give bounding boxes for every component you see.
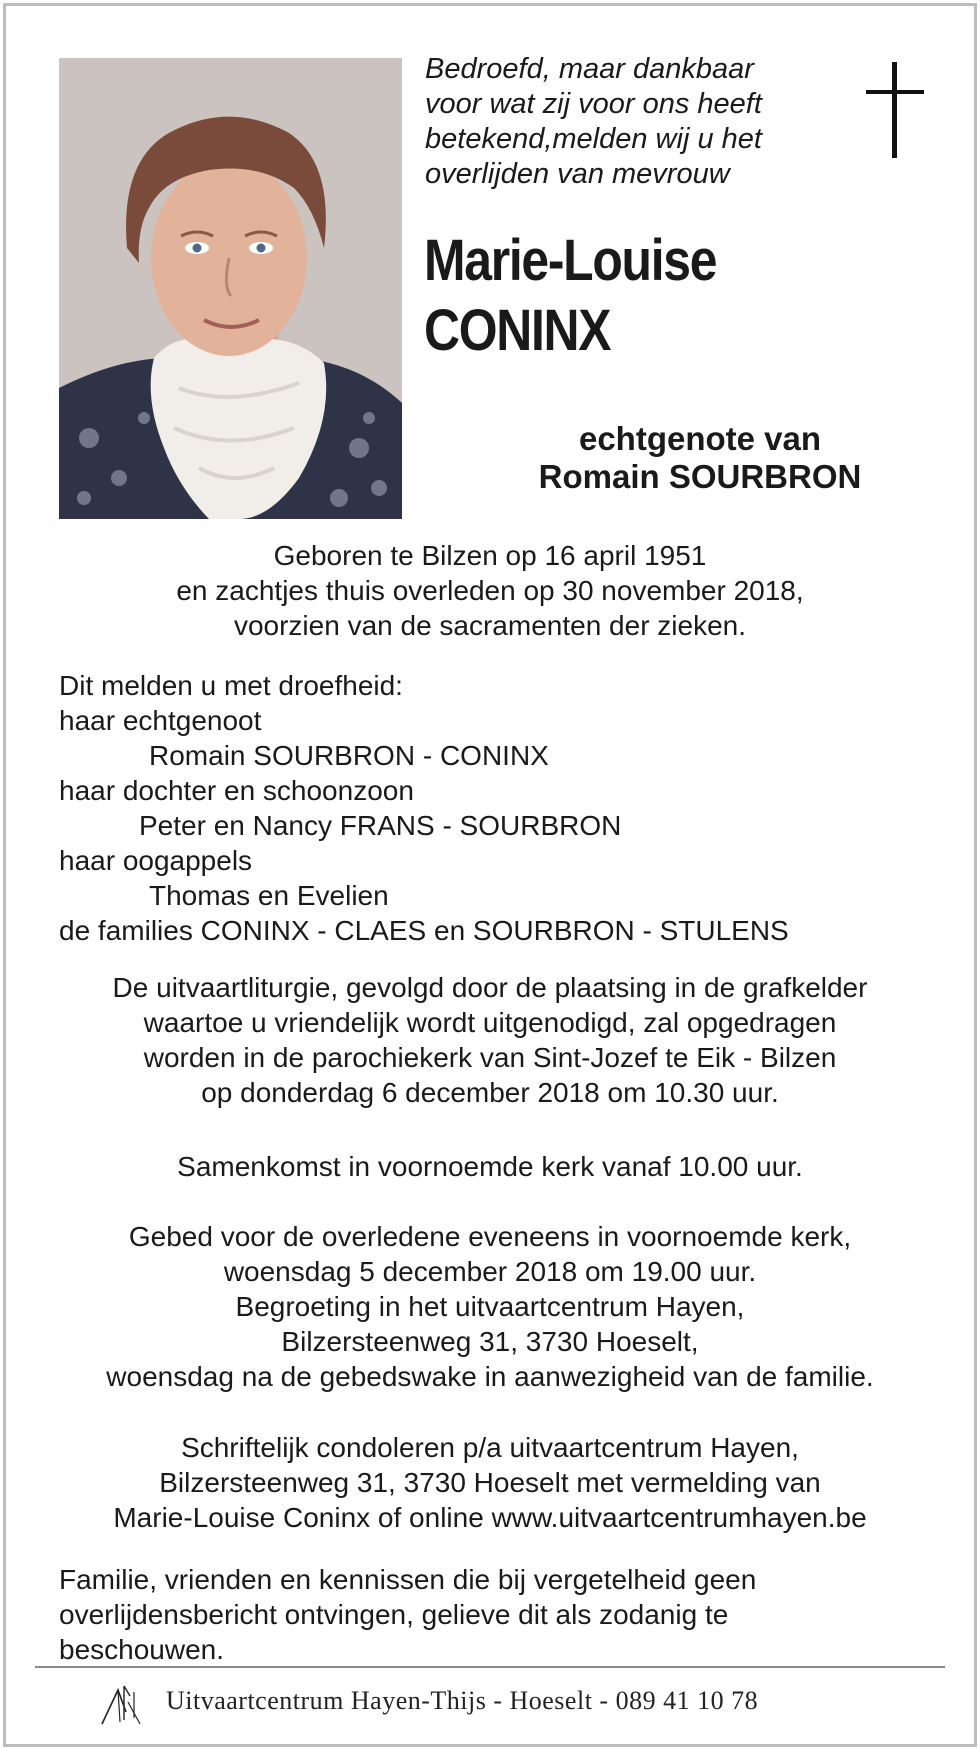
funeral-block xyxy=(30,970,950,1110)
intro-line: voor wat zij voor ons heeft xyxy=(425,88,762,120)
funeral-home-logo-icon xyxy=(100,1682,152,1726)
birth-death-line: voorzien van de sacramenten der zieken. xyxy=(233,610,747,641)
condolences-line: Bilzersteenweg 31, 3730 Hoeselt met vermelding van xyxy=(159,1467,821,1498)
notice-line: overlijdensbericht ontvingen, gelieve dit als zodanig te xyxy=(59,1599,729,1630)
prayer-line: Bilzersteenweg 31, 3730 Hoeselt, xyxy=(281,1326,699,1357)
family-line: Dit melden u met droefheid: xyxy=(59,670,403,701)
gathering-block xyxy=(30,1149,950,1184)
funeral-line: De uitvaartliturgie, gevolgd door de plaatsing in de grafkelder xyxy=(112,972,868,1003)
prayer-block xyxy=(30,1219,950,1394)
family-member: Romain SOURBRON - CONINX xyxy=(149,740,549,771)
family-member: Thomas en Evelien xyxy=(149,880,389,911)
family-line: haar dochter en schoonzoon xyxy=(59,775,414,806)
birth-death-line: Geboren te Bilzen op 16 april 1951 xyxy=(273,540,707,571)
prayer-line: Gebed voor de overledene eveneens in voornoemde kerk, xyxy=(128,1221,852,1252)
footer xyxy=(100,1682,940,1728)
deceased-last-name: CONINX xyxy=(424,298,611,363)
family-list xyxy=(59,668,959,948)
gathering-line: Samenkomst in voornoemde kerk vanaf 10.00 uur. xyxy=(177,1151,803,1182)
cross-icon xyxy=(866,62,924,158)
intro-text xyxy=(425,52,805,192)
funeral-line: worden in de parochiekerk van Sint-Jozef te Eik - Bilzen xyxy=(143,1042,837,1073)
birth-death-block xyxy=(30,538,950,643)
intro-line: Bedroefd, maar dankbaar xyxy=(425,53,754,85)
family-member: Peter en Nancy FRANS - SOURBRON xyxy=(139,810,622,841)
prayer-line: woensdag na de gebedswake in aanwezigheid van de familie. xyxy=(106,1361,874,1392)
portrait-photo xyxy=(59,58,402,519)
family-line: haar oogappels xyxy=(59,845,253,876)
notice-line: Familie, vrienden en kennissen die bij vergetelheid geen xyxy=(59,1564,757,1595)
footer-text: Uitvaartcentrum Hayen-Thijs - Hoeselt - 089 41 10 78 xyxy=(166,1686,759,1715)
condolences-line: Schriftelijk condoleren p/a uitvaartcentrum Hayen, xyxy=(181,1432,799,1463)
spouse-block xyxy=(430,420,970,496)
notice-block xyxy=(59,1562,959,1667)
funeral-line: waartoe u vriendelijk wordt uitgenodigd, zal opgedragen xyxy=(143,1007,837,1038)
prayer-line: Begroeting in het uitvaartcentrum Hayen, xyxy=(235,1291,745,1322)
condolences-line: Marie-Louise Coninx of online www.uitvaartcentrumhayen.be xyxy=(113,1502,867,1533)
intro-line: betekend,melden wij u het xyxy=(425,123,762,155)
deceased-first-name: Marie-Louise xyxy=(424,228,717,293)
birth-death-line: en zachtjes thuis overleden op 30 november 2018, xyxy=(176,575,804,606)
deceased-name xyxy=(424,226,871,366)
family-line: haar echtgenoot xyxy=(59,705,262,736)
family-line: de families CONINX - CLAES en SOURBRON - STULENS xyxy=(59,915,789,946)
footer-divider xyxy=(35,1666,945,1668)
funeral-line: op donderdag 6 december 2018 om 10.30 uur. xyxy=(201,1077,779,1108)
spouse-relation: echtgenote van xyxy=(578,420,822,457)
intro-line: overlijden van mevrouw xyxy=(425,158,730,190)
spouse-name: Romain SOURBRON xyxy=(538,458,862,495)
condolences-block xyxy=(30,1430,950,1535)
prayer-line: woensdag 5 december 2018 om 19.00 uur. xyxy=(223,1256,757,1287)
notice-line: beschouwen. xyxy=(59,1634,225,1665)
